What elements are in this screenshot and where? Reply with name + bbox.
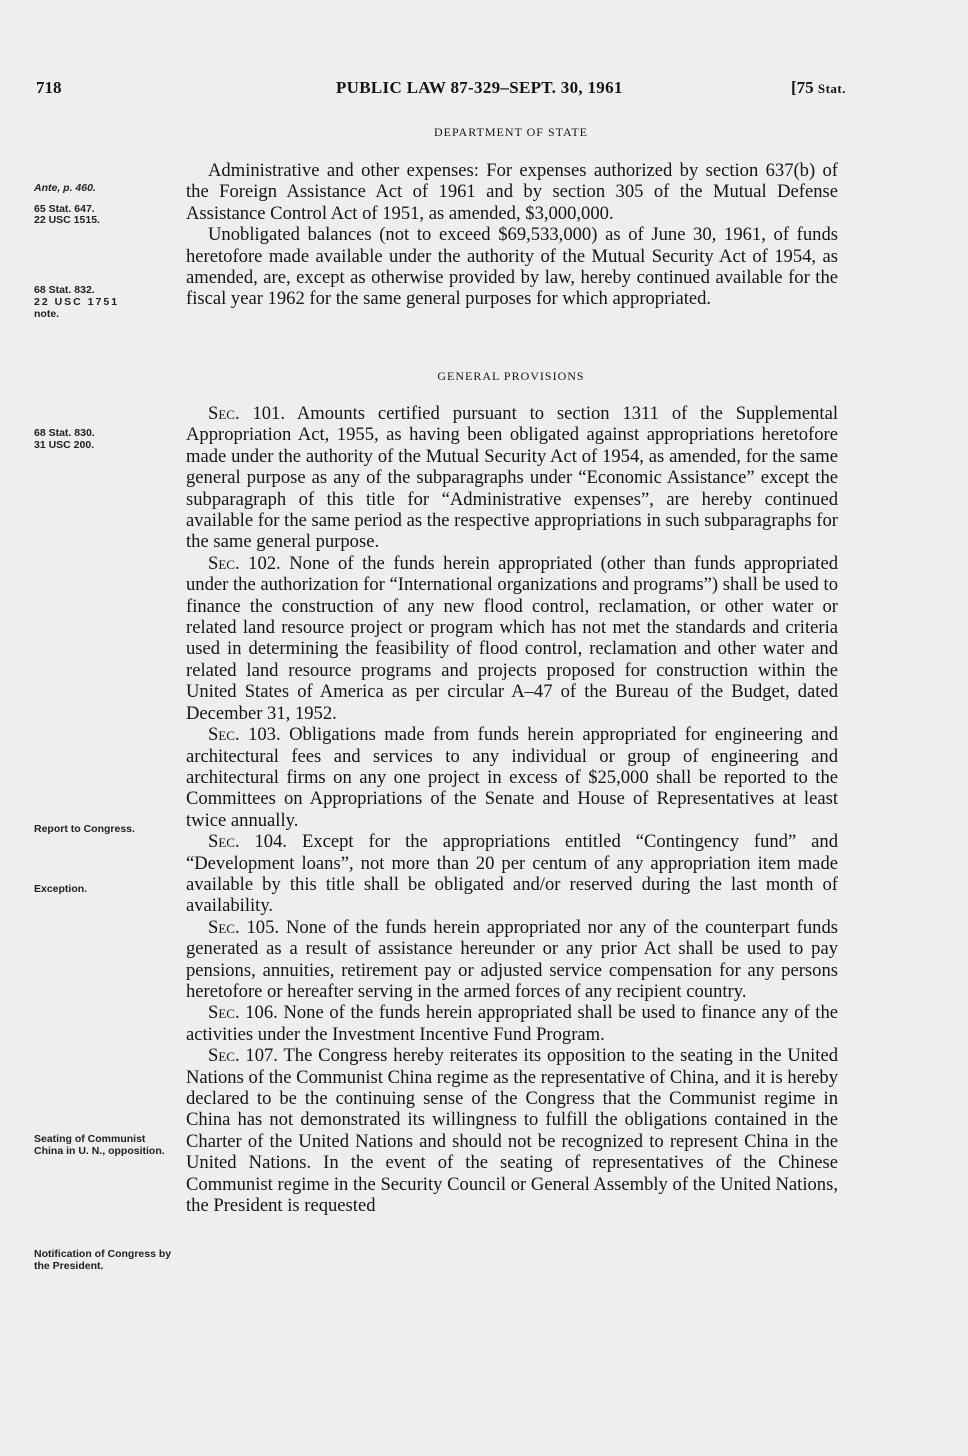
running-header	[36, 78, 846, 108]
margin-note-exception: Exception.	[34, 883, 88, 895]
margin-note-usc-1751: 22 USC 1751	[34, 296, 120, 308]
margin-note-usc-1515: 22 USC 1515.	[34, 214, 100, 226]
margin-note-stat-647: 65 Stat. 647.	[34, 203, 95, 215]
section-102: Sec. 102. None of the funds herein appropriated (other than funds appropriated under the authorization for “International organizations and programs”) shall be used to finance the construction of any new flood control, reclamation, or other water or related land resource project or program which has not met the standards and criteria used in determining the feasibility of flood control, reclamation and other water and related land resource programs and projects proposed for construction within the United States of America as per circular A–47 of the Bureau of the Budget, dated December 31, 1952.	[186, 552, 838, 724]
margin-note-stat-832: 68 Stat. 832.	[34, 284, 95, 296]
margin-note-usc-200: 31 USC 200.	[34, 439, 95, 451]
general-provisions-text	[186, 403, 838, 1216]
section-heading: DEPARTMENT OF STATE	[433, 125, 588, 139]
section-105: Sec. 105. None of the funds herein appropriated nor any of the counterpart funds generated as a result of assistance hereunder or any prior Act shall be used to pay pensions, annuities, retirement pay or adjusted service compensation for any persons heretofore or hereafter serving in the armed forces of any recipient country.	[186, 916, 839, 1002]
volume-reference: [75 Stat.	[790, 78, 846, 97]
section-label: Sec. 102.	[208, 552, 281, 574]
section-104: Sec. 104. Except for the appropriations entitled “Contingency fund” and “Development loans”, not more than 20 per centum of any appropriation item made available by this title shall be obligated and/or reserved during the last month of availability.	[186, 831, 838, 917]
margin-note-stat-830: 68 Stat. 830.	[34, 427, 95, 439]
margin-note-note: note.	[34, 308, 60, 320]
unobligated-balances-paragraph: Unobligated balances (not to exceed $69,533,000) as of June 30, 1961, of funds heretofore made available under the authority of the Mutual Security Act of 1954, as amended, are, except as otherwise provided by law, hereby continued available for the fiscal year 1962 for the same general purposes for which appropriated.	[186, 224, 838, 310]
section-label: Sec. 107.	[208, 1045, 278, 1067]
margin-note-ante: Ante, p. 460.	[34, 182, 96, 194]
section-label: Sec. 104.	[208, 831, 288, 853]
administrative-expenses-paragraph: Administrative and other expenses: For expenses authorized by section 637(b) of the Foreign Assistance Act of 1961 and by section 305 of the Mutual Defense Assistance Control Act of 1951, as amended, $3,000,000.	[186, 160, 838, 224]
margin-note-seating-china: Seating of Communist China in U. N., opposition.	[34, 1133, 165, 1157]
section-106: Sec. 106. None of the funds herein appropriated shall be used to finance any of the activities under the Investment Incentive Fund Program.	[186, 1002, 839, 1045]
section-103: Sec. 103. Obligations made from funds herein appropriated for engineering and architectural fees and services to any individual or group of engineering and architectural firms on any one project in excess of $25,000 shall be reported to the Committees on Appropriations of the Senate and House of Representatives at least twice annually.	[186, 724, 838, 831]
section-101: Sec. 101. Amounts certified pursuant to section 1311 of the Supplemental Appropriation Act, 1955, as having been obligated against appropriations heretofore made under the authority of the Mutual Security Act of 1954, as amended, for the same general purpose as any of the subparagraphs under “Economic Assistance” except the subparagraph of this title for “Administrative expenses”, are hereby continued available for the same period as the respective appropriations in such subparagraphs for the same general purpose.	[186, 403, 838, 553]
section-107: Sec. 107. The Congress hereby reiterates its opposition to the seating in the United Nations of the Communist China regime as the representative of China, and it is hereby declared to be the continuing sense of the Congress that the Communist regime in China has not demonstrated its willingness to fulfill the obligations contained in the Charter of the United Nations and should not be recognized to represent China in the United Nations. In the event of the seating of representatives of the Chinese Communist regime in the Security Council or General Assembly of the United Nations, the President is requested	[186, 1045, 838, 1217]
margin-note-report-congress: Report to Congress.	[34, 823, 135, 835]
general-provisions-heading: GENERAL PROVISIONS	[437, 369, 585, 383]
section-label: Sec. 105.	[208, 916, 280, 938]
section-label: Sec. 103.	[208, 724, 281, 746]
department-of-state-text	[186, 160, 838, 310]
page-title: PUBLIC LAW 87-329–SEPT. 30, 1961	[336, 78, 623, 97]
margin-note-notification: Notification of Congress by the President.	[34, 1248, 172, 1272]
page-number: 718	[36, 78, 62, 97]
section-label: Sec. 106.	[208, 1002, 278, 1024]
section-label: Sec. 101.	[208, 403, 286, 424]
